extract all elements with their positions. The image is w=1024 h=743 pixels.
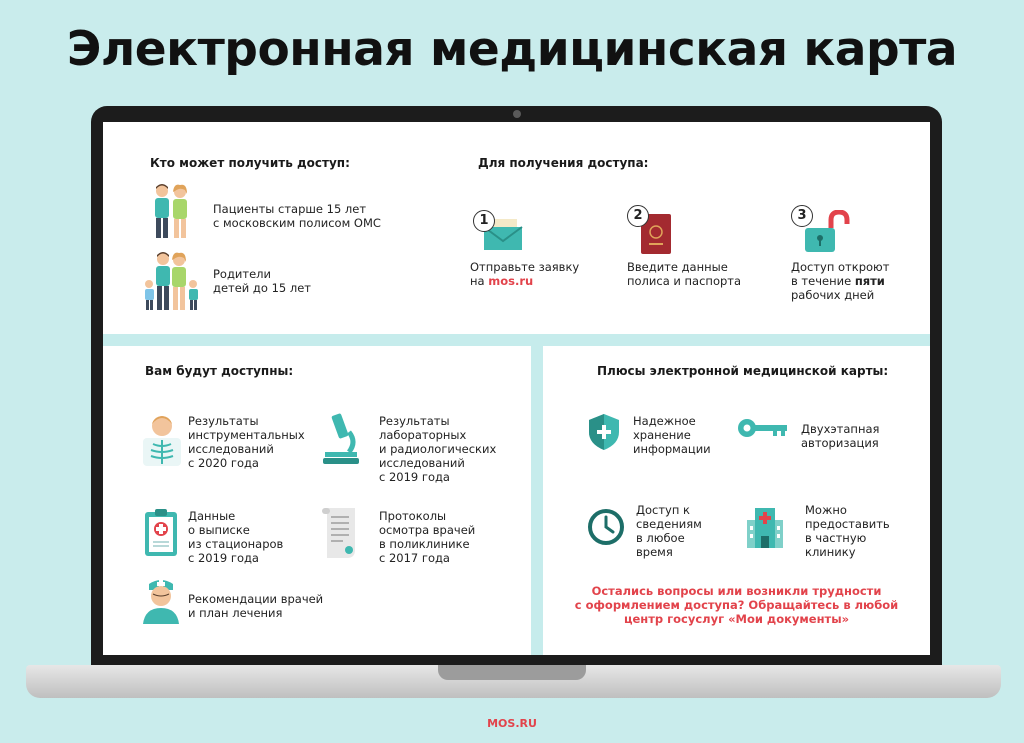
available-item-3 (188, 509, 283, 565)
access-item-1-line1: Пациенты старше 15 лет (213, 202, 367, 216)
benefit-item-3-line1: Доступ к (636, 503, 690, 517)
step-2-line2: полиса и паспорта (627, 274, 742, 288)
help-note-line1: Остались вопросы или возникли трудности (591, 584, 882, 598)
available-item-1-line2: инструментальных (188, 428, 305, 442)
benefit-item-2-line1: Двухэтапная (801, 422, 880, 436)
available-item-4-line1: Протоколы (379, 509, 447, 523)
top-panel (103, 122, 930, 334)
available-item-2-line2: лабораторных (379, 428, 467, 442)
available-item-1-line3: исследований (188, 442, 274, 456)
available-heading: Вам будут доступны: (145, 364, 294, 378)
available-item-4-line2: осмотра врачей (379, 523, 476, 537)
access-item-2-line2: детей до 15 лет (213, 281, 311, 295)
benefit-item-4-line1: Можно (805, 503, 847, 517)
benefit-item-2-line2: авторизация (801, 436, 879, 450)
laptop-base-notch (438, 665, 586, 680)
access-item-2 (213, 267, 311, 295)
available-item-5-line2: и план лечения (188, 606, 283, 620)
available-item-5-line1: Рекомендации врачей (188, 592, 324, 606)
step-2-badge: 2 (627, 205, 649, 227)
steps-heading: Для получения доступа: (478, 156, 649, 170)
clock-icon (587, 508, 625, 546)
available-item-2-line1: Результаты (379, 414, 450, 428)
step-3-line2-bold: пяти (854, 274, 885, 288)
camera-icon (513, 110, 521, 118)
benefit-item-1-line2: хранение (633, 428, 691, 442)
benefit-item-4-line4: клинику (805, 545, 856, 559)
key-icon (737, 418, 789, 438)
family-icon (151, 182, 191, 242)
microscope-icon (321, 412, 361, 466)
benefit-item-3-line2: сведениям (636, 517, 702, 531)
available-item-2-line3: и радиологических (379, 442, 497, 456)
help-note-line3: центр госуслуг «Мои документы» (623, 612, 850, 626)
step-3-line2-prefix: в течение (791, 274, 855, 288)
benefit-item-1-line3: информации (633, 442, 711, 456)
benefit-item-2 (801, 422, 879, 450)
benefit-item-4-line2: предоставить (805, 517, 890, 531)
access-item-1 (213, 202, 381, 230)
available-item-3-line3: из стационаров (188, 537, 284, 551)
available-item-1-line1: Результаты (188, 414, 259, 428)
step-3-line3: рабочих дней (791, 288, 875, 302)
nurse-icon (139, 574, 183, 626)
available-item-1-line4: с 2020 года (188, 456, 259, 470)
parents-children-icon (143, 250, 199, 312)
step-3-text (791, 260, 889, 302)
hospital-icon (745, 506, 785, 550)
step-1-line1: Отправьте заявку (470, 260, 580, 274)
step-2-text (627, 260, 741, 288)
available-item-5 (188, 592, 323, 620)
access-item-1-line2: с московским полисом ОМС (213, 216, 381, 230)
step-1-line2-prefix: на (470, 274, 489, 288)
available-item-4 (379, 509, 475, 565)
footer-logo: MOS.RU (487, 717, 537, 730)
access-heading: Кто может получить доступ: (150, 156, 350, 170)
benefit-item-3 (636, 503, 702, 559)
clipboard-icon (143, 508, 179, 558)
available-item-4-line3: в поликлинике (379, 537, 470, 551)
document-scroll-icon (321, 506, 363, 560)
benefits-heading: Плюсы электронной медицинской карты: (597, 364, 889, 378)
step-2-line1: Введите данные (627, 260, 728, 274)
shield-icon (587, 412, 621, 452)
available-item-3-line4: с 2019 года (188, 551, 259, 565)
available-item-2-line4: исследований (379, 456, 465, 470)
step-3-badge: 3 (791, 205, 813, 227)
benefit-item-3-line3: в любое (636, 531, 685, 545)
available-item-1 (188, 414, 305, 470)
access-item-2-line1: Родители (213, 267, 271, 281)
benefit-item-4 (805, 503, 890, 559)
available-panel (103, 346, 531, 655)
mos-ru-link[interactable]: mos.ru (488, 274, 534, 288)
available-item-3-line1: Данные (188, 509, 236, 523)
laptop-screen (103, 122, 930, 655)
benefits-panel (543, 346, 930, 655)
doctor-xray-icon (139, 412, 185, 468)
available-item-3-line2: о выписке (188, 523, 250, 537)
benefit-item-1 (633, 414, 711, 456)
step-3-line1: Доступ откроют (791, 260, 890, 274)
help-note-line2: с оформлением доступа? Обращайтесь в любой (574, 598, 899, 612)
page-title: Электронная медицинская карта (66, 22, 958, 77)
help-note (543, 584, 930, 626)
benefit-item-3-line4: время (636, 545, 673, 559)
available-item-4-line4: с 2017 года (379, 551, 450, 565)
step-1-text (470, 260, 579, 288)
available-item-2-line5: с 2019 года (379, 470, 450, 484)
benefit-item-1-line1: Надежное (633, 414, 696, 428)
benefit-item-4-line3: в частную (805, 531, 867, 545)
step-1-badge: 1 (473, 210, 495, 232)
available-item-2 (379, 414, 496, 484)
